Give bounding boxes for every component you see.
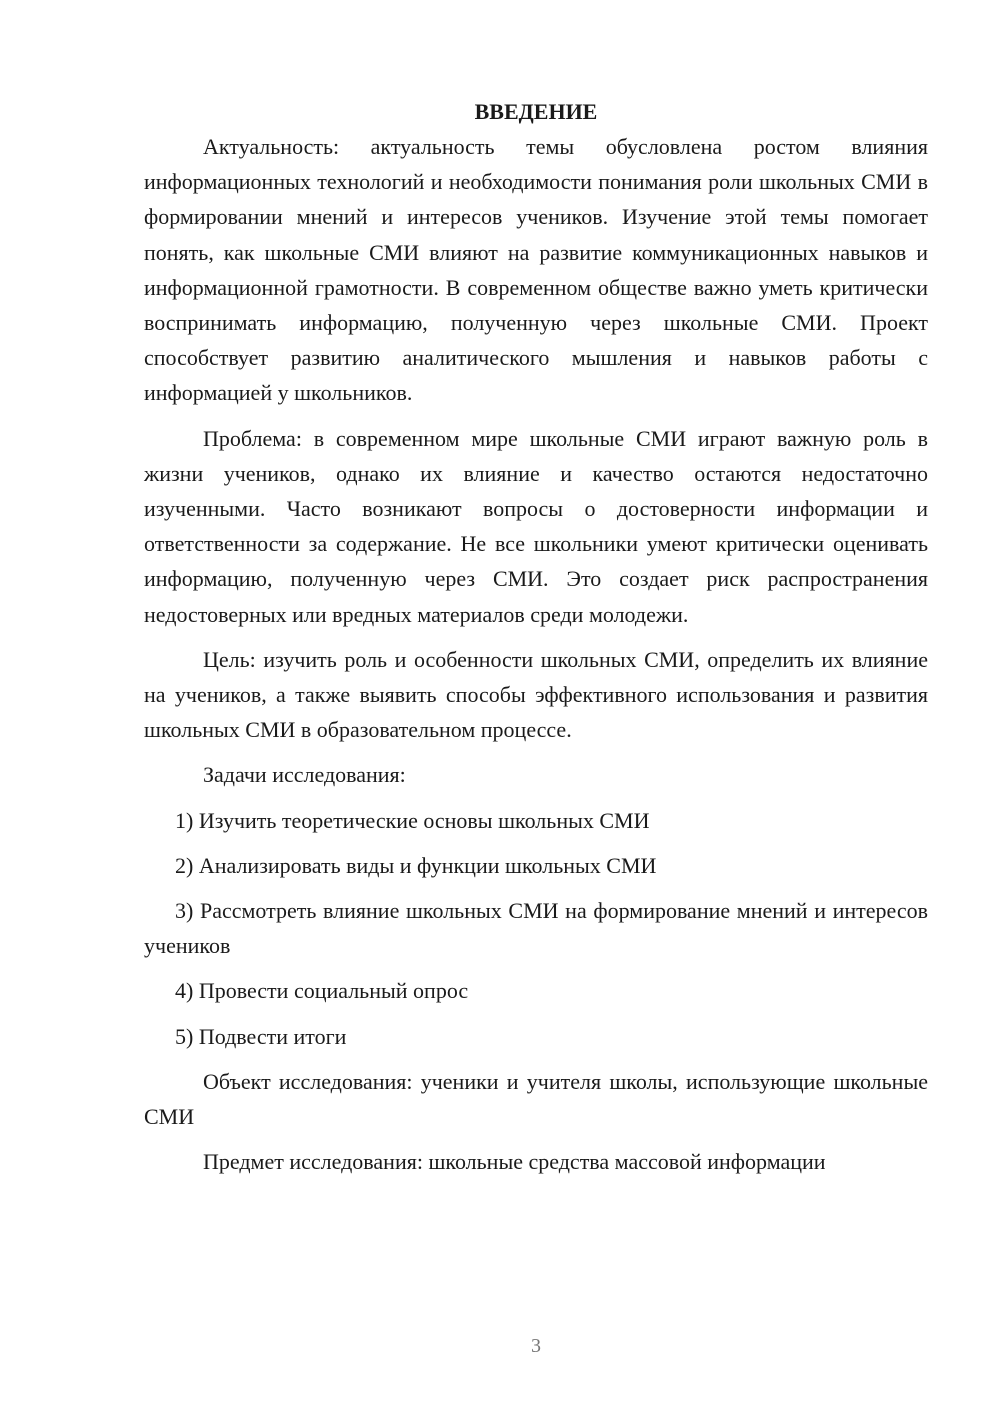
subject-paragraph: Предмет исследования: школьные средства массовой информации (203, 1149, 826, 1175)
task-item-5: 5) Подвести итоги (175, 1023, 347, 1049)
page-title: ВВЕДЕНИЕ (474, 99, 598, 124)
object-paragraph: Объект исследования: ученики и учителя школы, использующие школьные СМИ (144, 1068, 928, 1130)
task-item-4: 4) Провести социальный опрос (175, 978, 469, 1004)
task-item-1: 1) Изучить теоретические основы школьных СМИ (175, 807, 650, 833)
task-item-2: 2) Анализировать виды и функции школьных СМИ (175, 852, 657, 878)
relevance-paragraph: Актуальность: актуальность темы обусловлена ростом влияния информационных технологий и необходимости понимания роли школьных СМИ в формировании мнений и интересов учеников. Изучение этой темы помогает понять, как школьные СМИ влияют на развитие коммуникационных навыков и информационной грамотности. В современном обществе важно уметь критически воспринимать информацию, полученную через школьные СМИ. Проект способствует развитию аналитического мышления и навыков работы с информацией у школьников. (144, 134, 928, 406)
task-item-3: 3) Рассмотреть влияние школьных СМИ на формирование мнений и интересов учеников (144, 898, 928, 959)
page-number: 3 (531, 1335, 541, 1357)
tasks-heading: Задачи исследования: (203, 762, 406, 788)
problem-paragraph: Проблема: в современном мире школьные СМИ играют важную роль в жизни учеников, однако их влияние и качество остаются недостаточно изученными. Часто возникают вопросы о достоверности информации и ответственности за содержание. Не все школьники умеют критически оценивать информацию, полученную через СМИ. Это создает риск распространения недостоверных или вредных материалов среди молодежи. (144, 425, 928, 627)
goal-paragraph: Цель: изучить роль и особенности школьных СМИ, определить их влияние на учеников, а также выявить способы эффективного использования и развития школьных СМИ в образовательном процессе. (144, 646, 928, 743)
page-content (144, 94, 928, 1179)
